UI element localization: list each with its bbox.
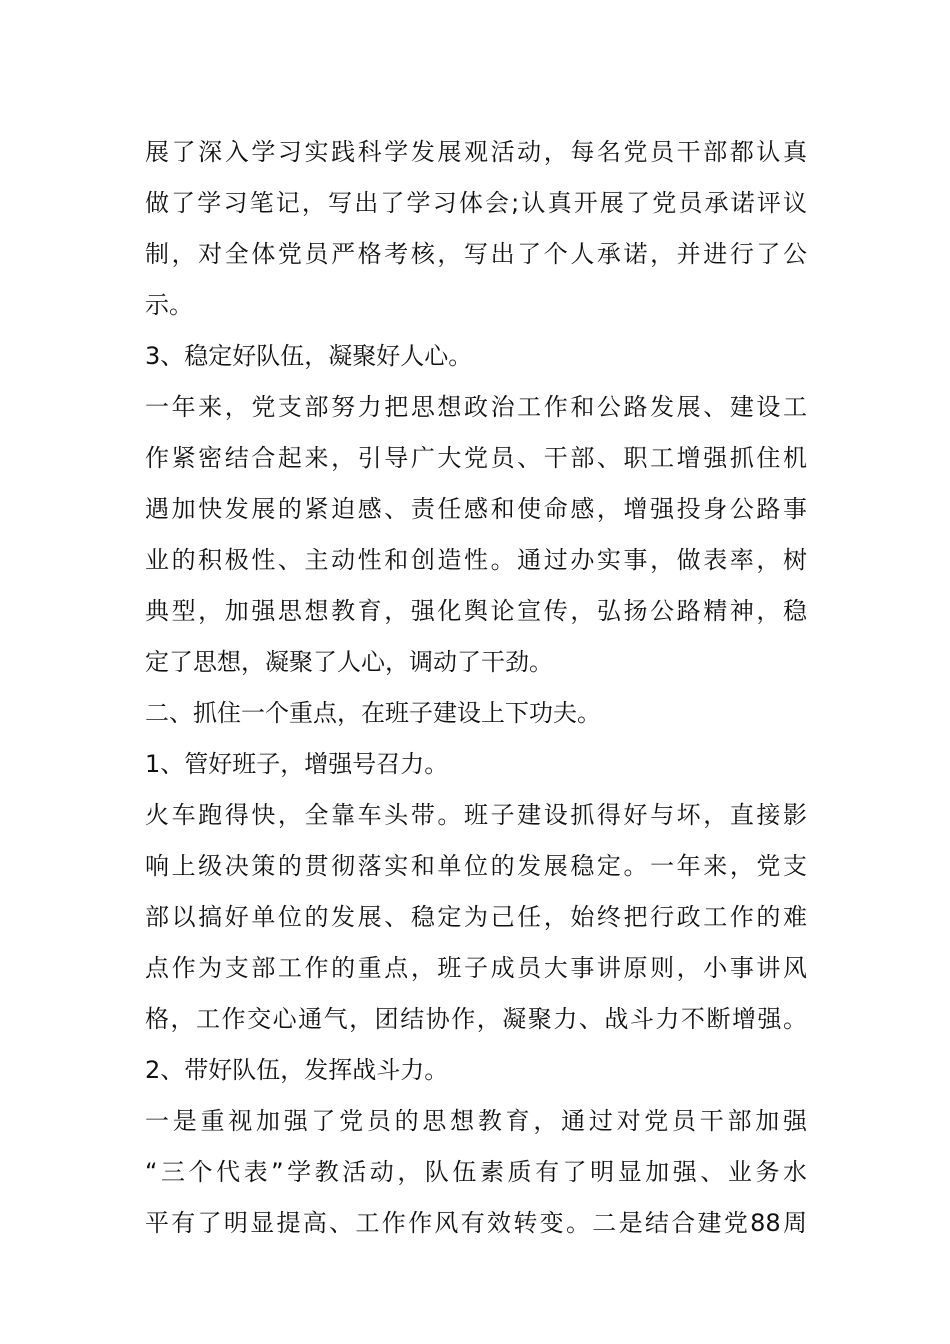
text-line: 制，对全体党员严格考核，写出了个人承诺，并进行了公 [145,240,807,268]
text-line: 示。 [145,291,193,319]
text-line: 一年来，党支部努力把思想政治工作和公路发展、建设工 [145,393,807,421]
section-heading: 1、管好班子，增强号召力。 [145,750,449,778]
document-body [145,127,807,1249]
text-line: 一是重视加强了党员的思想教育，通过对党员干部加强 [145,1107,807,1135]
text-line: 部以搞好单位的发展、稳定为己任，始终把行政工作的难 [145,903,807,931]
section-heading: 二、抓住一个重点，在班子建设上下功夫。 [145,699,601,727]
text-line: 点作为支部工作的重点，班子成员大事讲原则，小事讲风 [145,954,807,982]
text-line: 格，工作交心通气，团结协作，凝聚力、战斗力不断增强。 [145,1005,807,1033]
text-line: 遇加快发展的紧迫感、责任感和使命感，增强投身公路事 [145,495,807,523]
text-line: 展了深入学习实践科学发展观活动，每名党员干部都认真 [145,138,807,166]
text-line: 定了思想，凝聚了人心，调动了干劲。 [145,648,553,676]
text-line: “三个代表”学教活动，队伍素质有了明显加强、业务水 [145,1158,807,1186]
section-heading: 3、稳定好队伍，凝聚好人心。 [145,342,473,370]
text-line: 业的积极性、主动性和创造性。通过办实事，做表率，树 [145,546,807,574]
text-line: 火车跑得快，全靠车头带。班子建设抓得好与坏，直接影 [145,801,807,829]
text-line: 做了学习笔记，写出了学习体会;认真开展了党员承诺评议 [145,189,807,217]
text-line: 典型，加强思想教育，强化舆论宣传，弘扬公路精神，稳 [145,597,807,625]
text-line: 响上级决策的贯彻落实和单位的发展稳定。一年来，党支 [145,852,807,880]
section-heading: 2、带好队伍，发挥战斗力。 [145,1056,449,1084]
text-line: 作紧密结合起来，引导广大党员、干部、职工增强抓住机 [145,444,807,472]
text-line: 平有了明显提高、工作作风有效转变。二是结合建党88周 [145,1209,807,1237]
